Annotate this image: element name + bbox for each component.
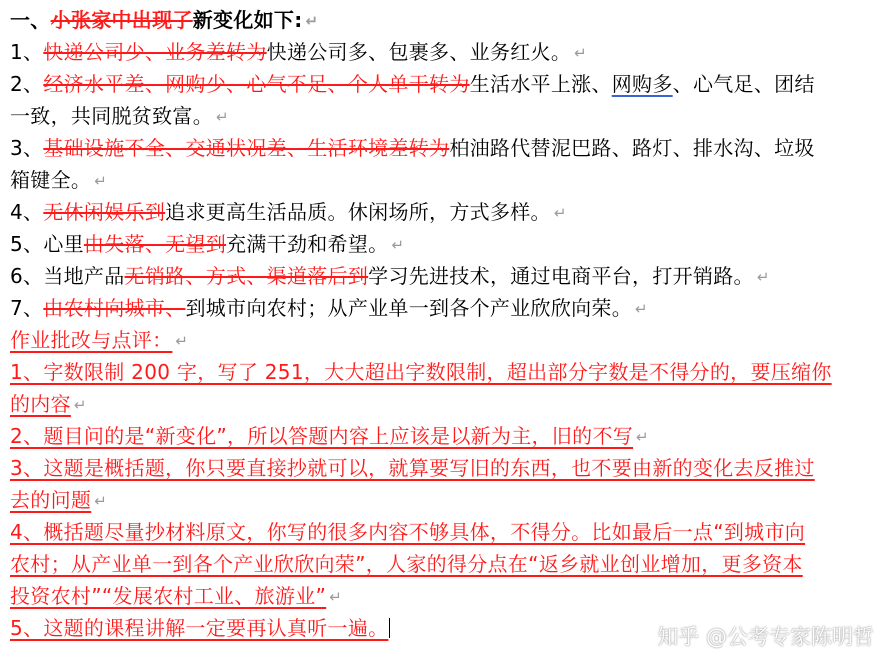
- review-line-1-cont: [10, 388, 890, 420]
- item-text: 快递公司多、包裹多、业务红火。: [266, 40, 572, 64]
- review-text: 2、题目问的是“新变化”，所以答题内容上应该是以新为主，旧的不写: [10, 424, 634, 448]
- item-text: 心里: [43, 232, 84, 256]
- paragraph-mark-icon: ↵: [635, 300, 648, 318]
- review-line-4: [10, 516, 890, 548]
- deleted-text: 由农村向城市、: [43, 296, 186, 320]
- item-text: 学习先进技术，通过电商平台，打开销路。: [368, 264, 754, 288]
- paragraph-mark-icon: ↵: [756, 268, 770, 286]
- item-number: 1、: [10, 40, 44, 64]
- paragraph-mark-icon: ↵: [329, 588, 343, 606]
- item-number: 4、: [10, 200, 44, 224]
- paragraph-mark-icon: ↵: [305, 12, 319, 30]
- item-text: 生活水平上涨、: [469, 72, 612, 96]
- paragraph-mark-icon: ↵: [553, 204, 567, 222]
- deleted-text: 无休闲娱乐到: [43, 200, 166, 224]
- review-line-2: [10, 420, 890, 452]
- review-title: [10, 324, 890, 356]
- review-text: 3、这题是概括题，你只要直接抄就可以，就算要写旧的东西，也不要由新的变化去反推过: [10, 456, 815, 480]
- review-line-1: [10, 356, 890, 388]
- paragraph-mark-icon: ↵: [216, 108, 229, 126]
- change-item-3-cont: [10, 164, 890, 196]
- paragraph-mark-icon: ↵: [94, 492, 108, 510]
- review-text: 5、这题的课程讲解一定要再认真听一遍。: [10, 616, 389, 640]
- deleted-text: 无销路、方式、渠道落后到: [124, 264, 369, 288]
- deleted-text: 经济水平差、网购少、心气不足、个人单干转为: [43, 72, 470, 96]
- heading-strike-text: 小张家中出现了: [50, 8, 193, 32]
- paragraph-mark-icon: ↵: [94, 172, 108, 190]
- review-text: 去的问题: [10, 488, 92, 512]
- item-number: 5、: [10, 232, 44, 256]
- review-title-text: 作业批改与点评：: [10, 328, 173, 352]
- item-text: 追求更高生活品质。休闲场所，方式多样。: [165, 200, 551, 224]
- review-text: 4、概括题尽量抄材料原文，你写的很多内容不够具体，不得分。比如最后一点“到城市向: [10, 520, 806, 544]
- paragraph-mark-icon: ↵: [391, 236, 405, 254]
- item-number: 6、: [10, 264, 44, 288]
- underlined-term: 网购多: [611, 72, 673, 96]
- paragraph-mark-icon: ↵: [636, 428, 649, 446]
- change-item-2-cont: [10, 100, 890, 132]
- review-text: 1、字数限制 200 字，写了 251，大大超出字数限制，超出部分字数是不得分的，要压缩你: [10, 360, 832, 384]
- heading-line: [10, 4, 890, 36]
- item-number: 7、: [10, 296, 44, 320]
- change-item-7: [10, 292, 890, 324]
- review-line-4-cont2: [10, 580, 890, 612]
- item-number: 2、: [10, 72, 44, 96]
- item-text: 、心气足、团结: [672, 72, 815, 96]
- document-body: [10, 4, 890, 644]
- review-text: 农村；从产业单一到各个产业欣欣向荣”，人家的得分点在“返乡就业创业增加，更多资本: [10, 552, 803, 576]
- item-text: 充满干劲和希望。: [226, 232, 389, 256]
- text-cursor[interactable]: [389, 618, 390, 638]
- paragraph-mark-icon: ↵: [175, 332, 189, 350]
- change-item-1: [10, 36, 890, 68]
- review-line-4-cont: [10, 548, 890, 580]
- heading-rest: 新变化如下:: [192, 8, 303, 32]
- item-number: 3、: [10, 136, 44, 160]
- review-text: 投资农村”“发展农村工业、旅游业”: [10, 584, 327, 608]
- watermark: 知乎 @公考专家陈明哲: [657, 625, 874, 649]
- item-text: 到城市向农村；从产业单一到各个产业欣欣向荣。: [185, 296, 633, 320]
- review-text: 的内容: [10, 392, 71, 416]
- change-item-5: [10, 228, 890, 260]
- item-text: 柏油路代替泥巴路、路灯、排水沟、垃圾: [449, 136, 815, 160]
- heading-prefix: 一、: [10, 8, 51, 32]
- paragraph-mark-icon: ↵: [574, 44, 588, 62]
- deleted-text: 基础设施不全、交通状况差、生活环境差转为: [43, 136, 450, 160]
- deleted-text: 由失落、无望到: [83, 232, 227, 256]
- change-item-2: [10, 68, 890, 100]
- item-text: 箱键全。: [10, 168, 92, 192]
- deleted-text: 快递公司少、业务差转为: [43, 40, 267, 64]
- review-line-3: [10, 452, 890, 484]
- change-item-3: [10, 132, 890, 164]
- paragraph-mark-icon: ↵: [73, 396, 87, 414]
- item-text: 当地产品: [43, 264, 125, 288]
- review-line-3-cont: [10, 484, 890, 516]
- item-text: 一致，共同脱贫致富。: [10, 104, 213, 128]
- change-item-4: [10, 196, 890, 228]
- change-item-6: [10, 260, 890, 292]
